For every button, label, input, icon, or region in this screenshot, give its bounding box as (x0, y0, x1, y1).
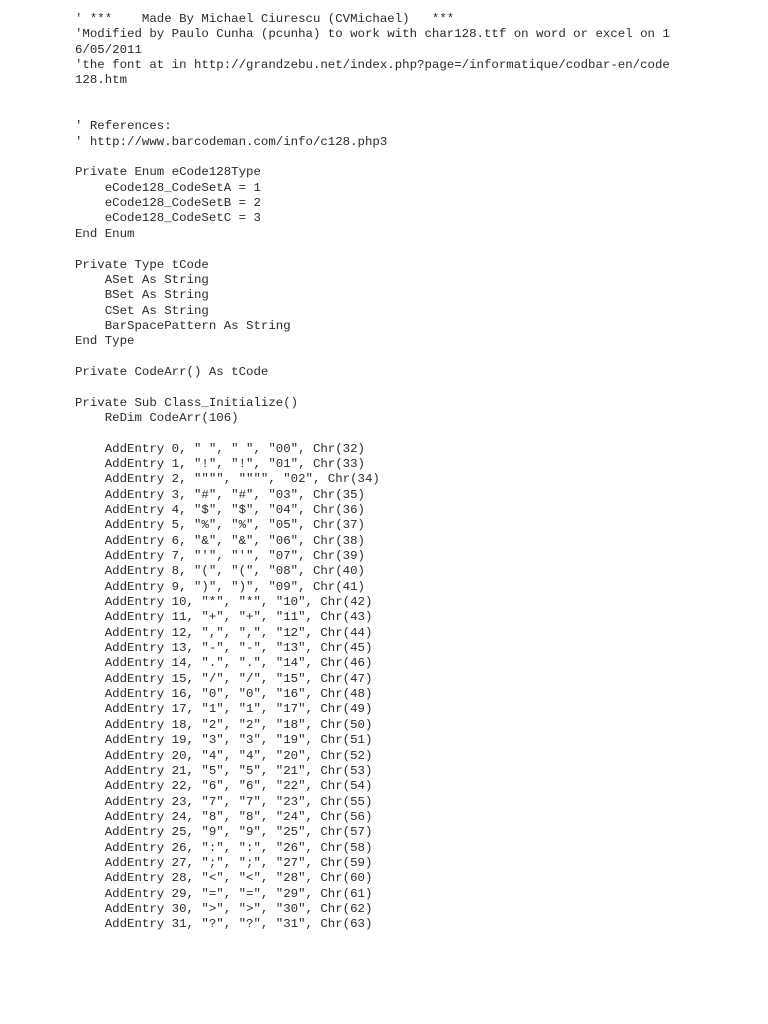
code-line: 128.htm (75, 73, 128, 88)
code-line: AddEntry 14, ".", ".", "14", Chr(46) (75, 656, 373, 671)
code-line: AddEntry 19, "3", "3", "19", Chr(51) (75, 733, 373, 748)
code-line: AddEntry 7, "'", "'", "07", Chr(39) (75, 549, 365, 564)
code-line: 'the font at in http://grandzebu.net/index.php?page=/informatique/codbar-en/code (75, 58, 670, 73)
code-line: Private Type tCode (75, 257, 209, 272)
code-line: ASet As String (75, 272, 209, 287)
code-line: AddEntry 29, "=", "=", "29", Chr(61) (75, 886, 373, 901)
code-line: AddEntry 25, "9", "9", "25", Chr(57) (75, 825, 373, 840)
code-line (75, 89, 695, 104)
code-line: AddEntry 30, ">", ">", "30", Chr(62) (75, 901, 373, 916)
code-document (75, 12, 695, 933)
code-line: AddEntry 8, "(", "(", "08", Chr(40) (75, 564, 365, 579)
code-line: BSet As String (75, 288, 209, 303)
code-line: ' References: (75, 119, 172, 134)
code-line: AddEntry 11, "+", "+", "11", Chr(43) (75, 610, 373, 625)
code-line (75, 350, 695, 365)
code-line: CSet As String (75, 303, 209, 318)
code-line: AddEntry 15, "/", "/", "15", Chr(47) (75, 671, 373, 686)
code-line: AddEntry 2, """", """", "02", Chr(34) (75, 472, 380, 487)
code-line: Private CodeArr() As tCode (75, 364, 269, 379)
code-line: AddEntry 10, "*", "*", "10", Chr(42) (75, 595, 373, 610)
code-line: AddEntry 28, "<", "<", "28", Chr(60) (75, 871, 373, 886)
code-line: AddEntry 5, "%", "%", "05", Chr(37) (75, 518, 365, 533)
code-line (75, 150, 695, 165)
code-line: AddEntry 0, " ", " ", "00", Chr(32) (75, 441, 365, 456)
code-line: AddEntry 26, ":", ":", "26", Chr(58) (75, 840, 373, 855)
code-line: Private Enum eCode128Type (75, 165, 261, 180)
code-line: AddEntry 12, ",", ",", "12", Chr(44) (75, 625, 373, 640)
code-line: AddEntry 3, "#", "#", "03", Chr(35) (75, 487, 365, 502)
code-line: AddEntry 20, "4", "4", "20", Chr(52) (75, 748, 373, 763)
code-line: AddEntry 9, ")", ")", "09", Chr(41) (75, 579, 365, 594)
code-line: eCode128_CodeSetA = 1 (75, 180, 261, 195)
code-line: eCode128_CodeSetC = 3 (75, 211, 261, 226)
code-line: AddEntry 13, "-", "-", "13", Chr(45) (75, 641, 373, 656)
code-line (75, 380, 695, 395)
code-line: 6/05/2011 (75, 42, 142, 57)
code-line: AddEntry 17, "1", "1", "17", Chr(49) (75, 702, 373, 717)
code-line: BarSpacePattern As String (75, 318, 291, 333)
code-line: ReDim CodeArr(106) (75, 410, 239, 425)
code-line: AddEntry 31, "?", "?", "31", Chr(63) (75, 917, 373, 932)
code-line: End Type (75, 334, 135, 349)
code-line: AddEntry 6, "&", "&", "06", Chr(38) (75, 533, 365, 548)
code-line: AddEntry 22, "6", "6", "22", Chr(54) (75, 779, 373, 794)
code-line (75, 242, 695, 257)
code-line: AddEntry 4, "$", "$", "04", Chr(36) (75, 503, 365, 517)
code-line: 'Modified by Paulo Cunha (pcunha) to work with char128.ttf on word or excel on 1 (75, 27, 670, 42)
code-line (75, 104, 695, 119)
code-line: ' *** Made By Michael Ciurescu (CVMichael) *** (75, 12, 455, 26)
code-line: AddEntry 24, "8", "8", "24", Chr(56) (75, 809, 373, 824)
code-line: ' http://www.barcodeman.com/info/c128.php3 (75, 134, 388, 149)
code-line: AddEntry 27, ";", ";", "27", Chr(59) (75, 855, 373, 870)
code-line: End Enum (75, 226, 135, 241)
code-line: AddEntry 1, "!", "!", "01", Chr(33) (75, 456, 365, 471)
code-line: AddEntry 21, "5", "5", "21", Chr(53) (75, 763, 373, 778)
code-line: AddEntry 23, "7", "7", "23", Chr(55) (75, 794, 373, 809)
code-line: Private Sub Class_Initialize() (75, 395, 299, 410)
code-line: AddEntry 18, "2", "2", "18", Chr(50) (75, 717, 373, 732)
code-line (75, 426, 695, 441)
code-line: AddEntry 16, "0", "0", "16", Chr(48) (75, 687, 373, 702)
code-line: eCode128_CodeSetB = 2 (75, 196, 261, 211)
